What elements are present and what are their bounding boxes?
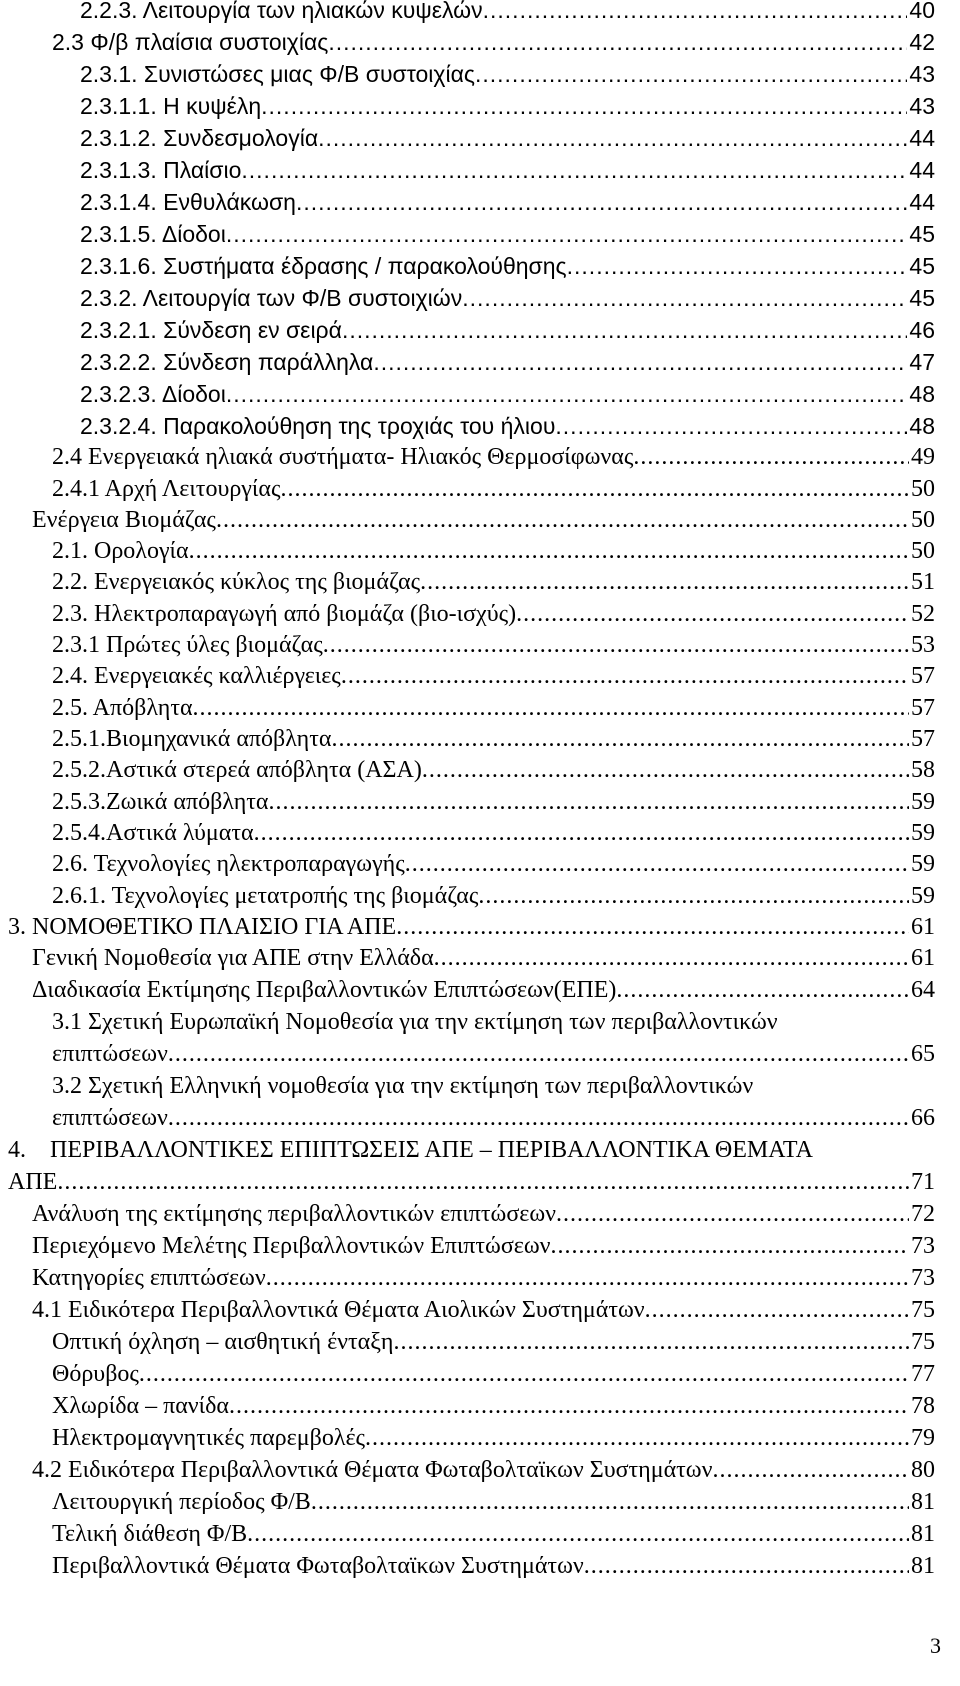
toc-entry-title-continued: ΑΠΕ	[8, 1169, 58, 1195]
toc-entry-title: 2.6.1. Τεχνολογίες μετατροπής της βιομάζας	[52, 883, 479, 909]
toc-entry[interactable]	[0, 441, 960, 473]
toc-leader-dots	[323, 629, 909, 661]
toc-entry-page: 66	[911, 1105, 935, 1131]
toc-entry[interactable]	[0, 282, 960, 314]
toc-entry-page: 77	[911, 1361, 935, 1387]
toc-entry-title: 2.3.1. Συνιστώσες μιας Φ/Β συστοιχίας	[80, 61, 475, 87]
toc-entry-page: 59	[911, 883, 935, 909]
toc-entry-page: 40	[909, 0, 935, 23]
toc-entry-page: 57	[911, 726, 935, 752]
toc-entry-title: Διαδικασία Εκτίμησης Περιβαλλοντικών Επιπτώσεων(ΕΠΕ)	[32, 977, 617, 1003]
toc-entry-page: 53	[911, 632, 935, 658]
toc-entry[interactable]	[0, 154, 960, 186]
toc-entry-page: 50	[911, 476, 935, 502]
toc-entry[interactable]	[0, 122, 960, 154]
toc-entry-title: Θόρυβος	[52, 1361, 139, 1387]
toc-leader-dots	[567, 250, 908, 282]
toc-leader-dots	[189, 535, 909, 567]
toc-entry[interactable]	[0, 0, 960, 26]
toc-entry-page: 81	[911, 1521, 935, 1547]
toc-leader-dots	[168, 1102, 909, 1134]
toc-entry[interactable]	[0, 1422, 960, 1454]
toc-entry-page: 49	[911, 444, 935, 470]
toc-entry-page: 81	[911, 1553, 935, 1579]
toc-entry[interactable]	[0, 1166, 960, 1198]
toc-entry[interactable]	[0, 378, 960, 410]
toc-entry-page: 61	[911, 945, 935, 971]
toc-entry-page: 50	[911, 538, 935, 564]
toc-entry-first-line[interactable]: 3.1 Σχετική Ευρωπαϊκή Νομοθεσία για την εκτίμηση των περιβαλλοντικών	[52, 1009, 778, 1035]
toc-entry-title: Γενική Νομοθεσία για ΑΠΕ στην Ελλάδα	[32, 945, 434, 971]
toc-entry-title: 2.5.4.Αστικά λύματα	[52, 820, 254, 846]
toc-entry-title: 2.3.1.2. Συνδεσμολογία	[80, 125, 319, 151]
toc-leader-dots	[318, 122, 907, 154]
toc-entry[interactable]	[0, 1102, 960, 1134]
toc-entry-page: 51	[911, 569, 935, 595]
toc-entry-title: 2.1. Ορολογία	[52, 538, 189, 564]
toc-leader-dots	[193, 692, 909, 724]
toc-entry-page: 64	[911, 977, 935, 1003]
toc-leader-dots	[405, 848, 909, 880]
toc-entry-title: Τελική διάθεση Φ/Β	[52, 1521, 248, 1547]
toc-entry-title: Κατηγορίες επιπτώσεων	[32, 1265, 266, 1291]
toc-entry-title: 2.3.2.1. Σύνδεση εν σειρά	[80, 317, 342, 343]
toc-entry[interactable]	[0, 473, 960, 505]
toc-entry-page: 52	[911, 601, 935, 627]
toc-entry-title: 2.3 Φ/β πλαίσια συστοιχίας	[52, 29, 329, 55]
toc-leader-dots	[139, 1358, 909, 1390]
toc-entry-page: 59	[911, 820, 935, 846]
toc-entry-page: 46	[909, 317, 935, 343]
toc-entry[interactable]	[0, 848, 960, 880]
toc-entry[interactable]	[0, 911, 960, 943]
toc-entry[interactable]	[0, 250, 960, 282]
toc-entry[interactable]	[0, 1454, 960, 1486]
toc-entry-title: Ηλεκτρομαγνητικές παρεμβολές	[52, 1425, 366, 1451]
toc-entry-first-line[interactable]: 4. ΠΕΡΙΒΑΛΛΟΝΤΙΚΕΣ ΕΠΙΠΤΩΣΕΙΣ ΑΠΕ – ΠΕΡΙΒΑΛΛΟΝΤΙΚΑ ΘΕΜΑΤΑ	[8, 1137, 813, 1163]
toc-leader-dots	[633, 441, 909, 473]
toc-entry-title: 2.3.1.1. Η κυψέλη	[80, 93, 262, 119]
toc-entry-title: 2.5.3.Ζωικά απόβλητα	[52, 789, 269, 815]
toc-entry-page: 79	[911, 1425, 935, 1451]
toc-leader-dots	[645, 1294, 909, 1326]
toc-entry-title: Ενέργεια Βιομάζας	[32, 507, 216, 533]
toc-entry-first-line[interactable]: 3.2 Σχετική Ελληνική νομοθεσία για την εκτίμηση των περιβαλλοντικών	[52, 1073, 754, 1099]
toc-entry[interactable]	[0, 1390, 960, 1422]
toc-entry[interactable]	[0, 314, 960, 346]
toc-entry-page: 42	[909, 29, 935, 55]
toc-entry-page: 81	[911, 1489, 935, 1515]
toc-leader-dots	[555, 410, 907, 442]
toc-entry[interactable]	[0, 786, 960, 818]
toc-entry[interactable]	[0, 1326, 960, 1358]
toc-entry[interactable]	[0, 26, 960, 58]
toc-entry-page: 45	[909, 253, 935, 279]
toc-entry-title: Λειτουργική περίοδος Φ/Β	[52, 1489, 311, 1515]
toc-leader-dots	[254, 817, 909, 849]
toc-leader-dots	[556, 1198, 909, 1230]
toc-entry-title: 2.5. Απόβλητα	[52, 695, 193, 721]
toc-leader-dots	[226, 378, 908, 410]
toc-leader-dots	[331, 723, 909, 755]
toc-entry-title: 3. ΝΟΜΟΘΕΤΙΚΟ ΠΛΑΙΣΙΟ ΓΙΑ ΑΠΕ	[8, 914, 397, 940]
toc-entry-title-continued: επιπτώσεων	[52, 1041, 168, 1067]
toc-entry-page: 73	[911, 1233, 935, 1259]
toc-leader-dots	[241, 154, 907, 186]
toc-entry-title: 2.5.1.Βιομηχανικά απόβλητα	[52, 726, 332, 752]
toc-leader-dots	[328, 26, 907, 58]
toc-entry[interactable]	[0, 186, 960, 218]
toc-leader-dots	[216, 504, 909, 536]
toc-entry[interactable]	[0, 1550, 960, 1582]
toc-entry[interactable]	[0, 346, 960, 378]
toc-entry-title-continued: επιπτώσεων	[52, 1105, 168, 1131]
toc-leader-dots	[516, 598, 909, 630]
toc-leader-dots	[261, 90, 907, 122]
toc-entry-page: 48	[909, 381, 935, 407]
toc-entry-title: 2.2. Ενεργειακός κύκλος της βιομάζας	[52, 569, 421, 595]
toc-leader-dots	[422, 754, 909, 786]
toc-entry[interactable]	[0, 410, 960, 442]
toc-entry[interactable]	[0, 598, 960, 630]
toc-entry-page: 45	[909, 285, 935, 311]
toc-entry-page: 45	[909, 221, 935, 247]
toc-entry-page: 71	[911, 1169, 935, 1195]
toc-entry-page: 73	[911, 1265, 935, 1291]
toc-entry[interactable]	[0, 504, 960, 536]
toc-entry-title: 2.3.1 Πρώτες ύλες βιομάζας	[52, 632, 323, 658]
toc-leader-dots	[712, 1454, 909, 1486]
toc-entry-page: 57	[911, 663, 935, 689]
toc-leader-dots	[268, 786, 909, 818]
toc-entry[interactable]	[0, 535, 960, 567]
toc-entry-page: 58	[911, 757, 935, 783]
toc-entry[interactable]	[0, 1486, 960, 1518]
toc-leader-dots	[373, 346, 907, 378]
toc-leader-dots	[226, 218, 908, 250]
toc-entry[interactable]	[0, 880, 960, 912]
toc-entry[interactable]	[0, 58, 960, 90]
toc-entry[interactable]	[0, 1230, 960, 1262]
toc-leader-dots	[57, 1166, 909, 1198]
toc-leader-dots	[393, 1326, 909, 1358]
toc-leader-dots	[280, 473, 909, 505]
toc-entry-page: 75	[911, 1329, 935, 1355]
toc-entry[interactable]	[0, 218, 960, 250]
toc-entry-title: 2.3.2.3. Δίοδοι	[80, 381, 226, 407]
toc-entry-title: Χλωρίδα – πανίδα	[52, 1393, 229, 1419]
toc-entry[interactable]	[0, 1262, 960, 1294]
toc-entry-title: Περιεχόμενο Μελέτης Περιβαλλοντικών Επιπτώσεων	[32, 1233, 551, 1259]
toc-entry-page: 43	[909, 93, 935, 119]
toc-leader-dots	[462, 282, 907, 314]
toc-entry-title: 2.3.2.4. Παρακολούθηση της τροχιάς του ήλιου	[80, 413, 556, 439]
toc-entry-page: 50	[911, 507, 935, 533]
toc-entry-title: 2.3.2.2. Σύνδεση παράλληλα	[80, 349, 374, 375]
toc-leader-dots	[478, 880, 909, 912]
toc-entry-page: 44	[909, 157, 935, 183]
toc-entry-title: 2.3.1.3. Πλαίσιο	[80, 157, 242, 183]
toc-entry-title: 2.5.2.Αστικά στερεά απόβλητα (ΑΣΑ)	[52, 757, 422, 783]
toc-entry-page: 44	[909, 189, 935, 215]
page-number: 3	[930, 1633, 941, 1658]
toc-entry[interactable]	[0, 974, 960, 1006]
toc-entry[interactable]	[0, 817, 960, 849]
toc-leader-dots	[229, 1390, 909, 1422]
toc-entry-title: 2.3.1.6. Συστήματα έδρασης / παρακολούθησης	[80, 253, 567, 279]
toc-entry-page: 59	[911, 851, 935, 877]
toc-entry-title: Οπτική όχληση – αισθητική ένταξη	[52, 1329, 394, 1355]
toc-entry-title: 2.4 Ενεργειακά ηλιακά συστήματα- Ηλιακός Θερμοσίφωνας	[52, 444, 634, 470]
toc-entry-page: 72	[911, 1201, 935, 1227]
toc-entry-page: 61	[911, 914, 935, 940]
toc-entry-page: 48	[909, 413, 935, 439]
toc-entry-page: 75	[911, 1297, 935, 1323]
toc-entry-title: 2.6. Τεχνολογίες ηλεκτροπαραγωγής	[52, 851, 405, 877]
toc-entry-title: 2.3.1.5. Δίοδοι	[80, 221, 226, 247]
toc-leader-dots	[584, 1550, 909, 1582]
toc-leader-dots	[420, 566, 909, 598]
toc-leader-dots	[311, 1486, 909, 1518]
toc-entry-page: 44	[909, 125, 935, 151]
toc-leader-dots	[342, 314, 907, 346]
toc-entry[interactable]	[0, 754, 960, 786]
toc-entry-title: 2.4. Ενεργειακές καλλιέργειες	[52, 663, 341, 689]
toc-entry[interactable]	[0, 1358, 960, 1390]
toc-entry[interactable]	[0, 723, 960, 755]
toc-entry[interactable]	[0, 1518, 960, 1550]
toc-entry[interactable]	[0, 1198, 960, 1230]
toc-entry-page: 43	[909, 61, 935, 87]
toc-entry[interactable]	[0, 1294, 960, 1326]
toc-entry-title: 2.3.1.4. Ενθυλάκωση	[80, 189, 296, 215]
toc-leader-dots	[483, 0, 908, 26]
toc-entry-page: 78	[911, 1393, 935, 1419]
toc-entry-page: 47	[909, 349, 935, 375]
toc-leader-dots	[396, 911, 909, 943]
toc-entry[interactable]	[0, 692, 960, 724]
toc-entry[interactable]	[0, 90, 960, 122]
toc-leader-dots	[168, 1038, 909, 1070]
toc-entry[interactable]	[0, 660, 960, 692]
toc-entry-title: Περιβαλλοντικά Θέματα Φωταβολταϊκων Συστημάτων	[52, 1553, 584, 1579]
toc-entry-title: 2.3. Ηλεκτροπαραγωγή από βιομάζα (βιο-ισχύς)	[52, 601, 517, 627]
toc-entry-page: 80	[911, 1457, 935, 1483]
toc-leader-dots	[551, 1230, 909, 1262]
toc-leader-dots	[475, 58, 907, 90]
toc-entry[interactable]	[0, 942, 960, 974]
toc-leader-dots	[341, 660, 909, 692]
toc-entry-page: 59	[911, 789, 935, 815]
toc-entry[interactable]	[0, 629, 960, 661]
toc-entry-title: 4.1 Ειδικότερα Περιβαλλοντικά Θέματα Αιολικών Συστημάτων	[32, 1297, 645, 1323]
toc-entry-page: 57	[911, 695, 935, 721]
toc-entry-page: 65	[911, 1041, 935, 1067]
toc-leader-dots	[616, 974, 909, 1006]
toc-entry-title: 2.3.2. Λειτουργία των Φ/Β συστοιχιών	[80, 285, 463, 311]
toc-leader-dots	[266, 1262, 909, 1294]
toc-entry-title: 4.2 Ειδικότερα Περιβαλλοντικά Θέματα Φωταβολταϊκων Συστημάτων	[32, 1457, 713, 1483]
toc-entry[interactable]	[0, 566, 960, 598]
toc-leader-dots	[434, 942, 909, 974]
toc-entry-title: Ανάλυση της εκτίμησης περιβαλλοντικών επιπτώσεων	[32, 1201, 556, 1227]
toc-leader-dots	[247, 1518, 909, 1550]
toc-leader-dots	[296, 186, 907, 218]
toc-leader-dots	[365, 1422, 909, 1454]
toc-entry-title: 2.4.1 Αρχή Λειτουργίας	[52, 476, 281, 502]
toc-entry-title: 2.2.3. Λειτουργία των ηλιακών κυψελών	[80, 0, 483, 23]
toc-entry[interactable]	[0, 1038, 960, 1070]
